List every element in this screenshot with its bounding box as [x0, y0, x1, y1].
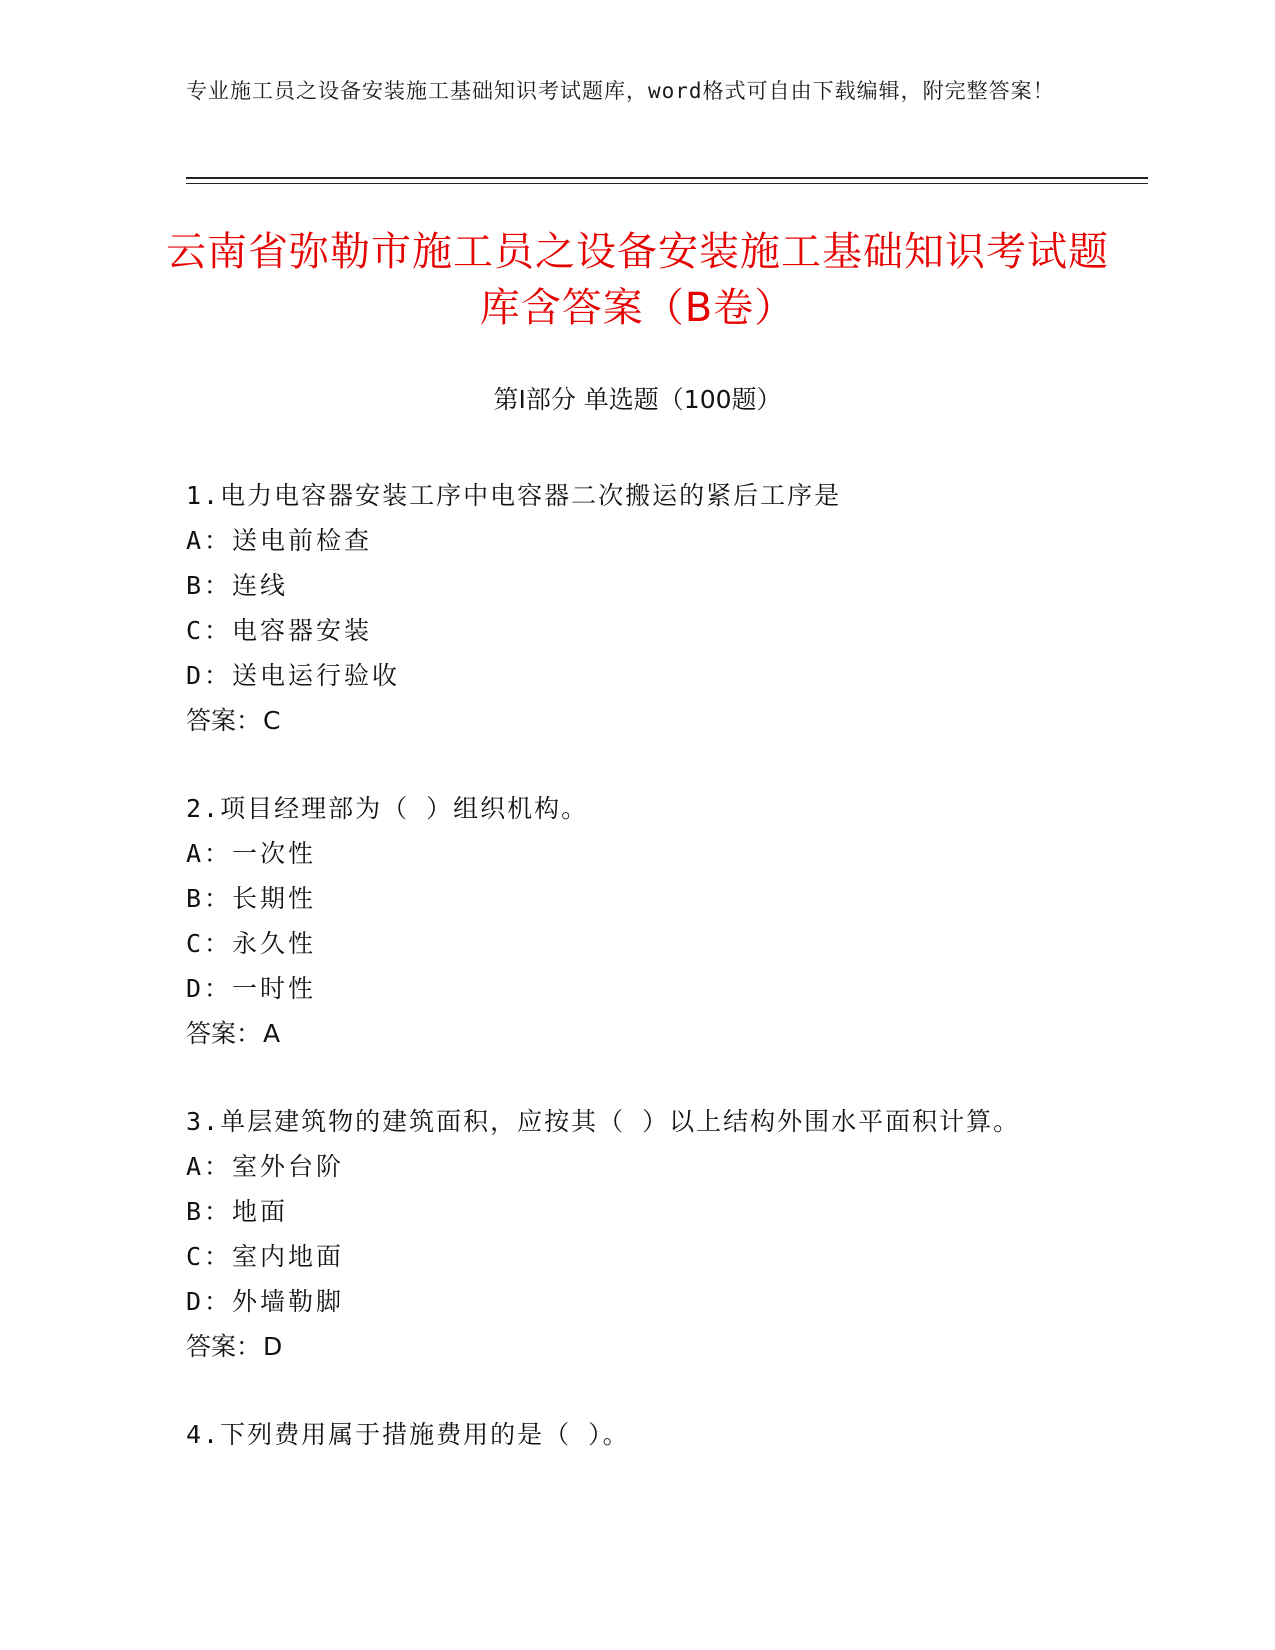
answer-value: C	[263, 706, 281, 735]
header-divider-thick	[186, 177, 1148, 179]
header-divider-thin	[186, 183, 1148, 184]
option-a: A：室外台阶	[186, 1152, 345, 1181]
option-d: D：外墙勒脚	[186, 1287, 345, 1316]
answer-label: 答案：	[186, 1019, 262, 1048]
option-b: B：长期性	[186, 884, 317, 913]
option-d: D：一时性	[186, 974, 317, 1003]
answer-value: D	[263, 1332, 283, 1361]
answer-value: A	[263, 1019, 281, 1048]
header-note: 专业施工员之设备安装施工基础知识考试题库，word格式可自由下载编辑，附完整答案！	[186, 79, 1055, 103]
question-list	[186, 473, 1086, 1500]
option-c: C：永久性	[186, 929, 317, 958]
answer-label: 答案：	[186, 1332, 262, 1361]
question-stem: 1.电力电容器安装工序中电容器二次搬运的紧后工序是	[186, 481, 842, 510]
section-heading: 第Ⅰ部分 单选题（100题）	[493, 385, 782, 414]
option-c: C：电容器安装	[186, 616, 373, 645]
question-stem: 4.下列费用属于措施费用的是（ ）。	[186, 1420, 630, 1449]
question-3	[186, 1099, 1086, 1369]
question-stem: 2.项目经理部为（ ）组织机构。	[186, 794, 589, 823]
option-c: C：室内地面	[186, 1242, 345, 1271]
option-a: A：一次性	[186, 839, 317, 868]
question-2	[186, 786, 1086, 1056]
question-1	[186, 473, 1086, 743]
question-stem: 3.单层建筑物的建筑面积，应按其（ ）以上结构外围水平面积计算。	[186, 1107, 1021, 1136]
question-4	[186, 1412, 1086, 1457]
answer-label: 答案：	[186, 706, 262, 735]
answer-line	[186, 1324, 1086, 1369]
option-b: B：连线	[186, 571, 289, 600]
answer-line	[186, 1011, 1086, 1056]
option-b: B：地面	[186, 1197, 289, 1226]
answer-line	[186, 698, 1086, 743]
option-d: D：送电运行验收	[186, 661, 401, 690]
option-a: A：送电前检查	[186, 526, 373, 555]
document-title: 云南省弥勒市施工员之设备安装施工基础知识考试题库含答案（B卷）	[166, 229, 1109, 331]
